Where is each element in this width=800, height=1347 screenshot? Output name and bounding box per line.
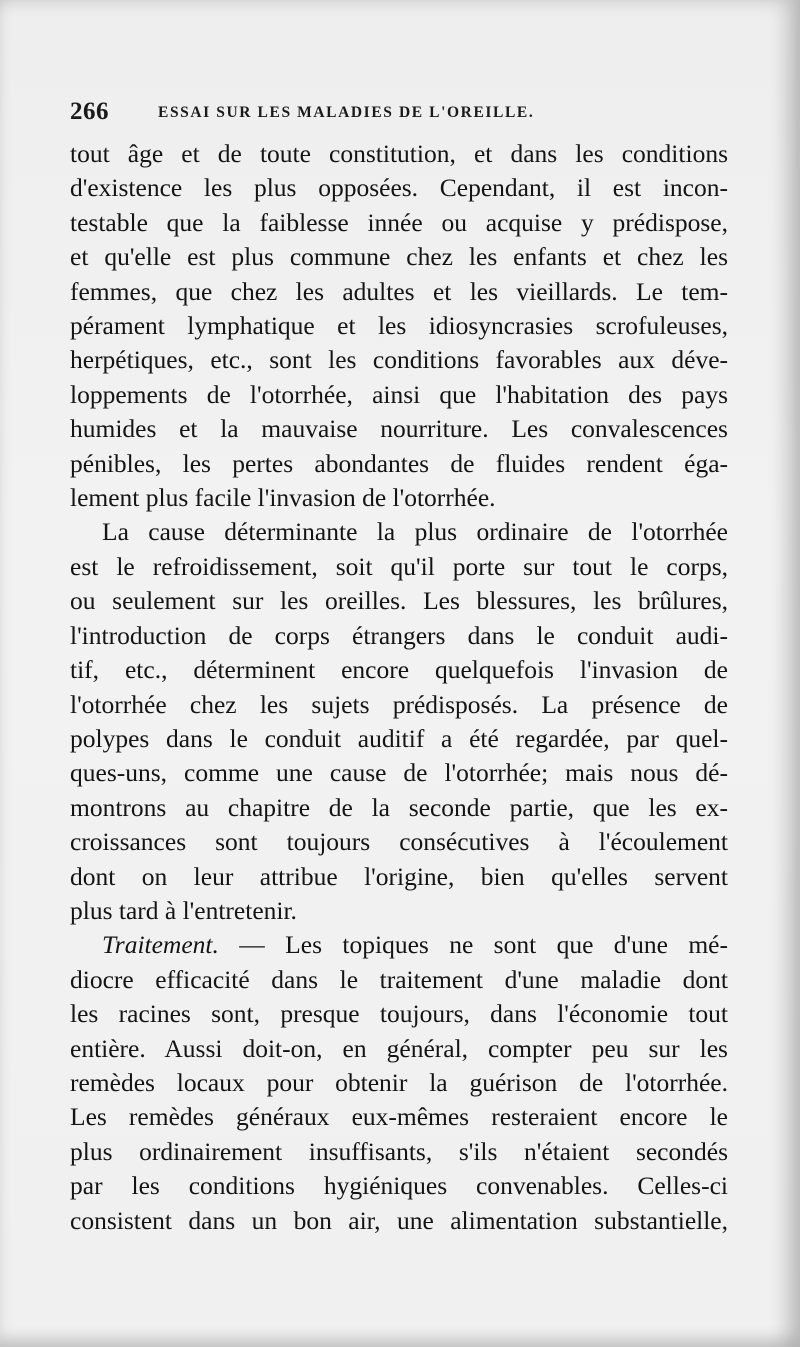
text-line: polypes dans le conduit auditif a été regardée, par quel- — [70, 723, 728, 753]
text-line: ou seulement sur les oreilles. Les blessures, les brûlures, — [70, 586, 728, 616]
text-line: Les remèdes généraux eux-mêmes resteraient encore le — [70, 1102, 728, 1132]
text-line: d'existence les plus opposées. Cependant, il est incon- — [70, 173, 728, 203]
text-line: consistent dans un bon air, une alimentation substantielle, — [70, 1205, 728, 1235]
paragraph-2 — [70, 515, 728, 928]
body-text — [70, 137, 728, 1238]
text-line: loppements de l'otorrhée, ainsi que l'habitation des pays — [70, 379, 728, 409]
text-line: plus ordinairement insuffisants, s'ils n'étaient secondés — [70, 1136, 728, 1166]
text-line: dont on leur attribue l'origine, bien qu'elles servent — [70, 861, 728, 891]
text-line: diocre efficacité dans le traitement d'une maladie dont — [70, 964, 728, 994]
text-line: pénibles, les pertes abondantes de fluides rendent éga- — [70, 448, 728, 478]
text-line: remèdes locaux pour obtenir la guérison de l'otorrhée. — [70, 1067, 728, 1097]
section-heading-italic: Traitement. — [102, 930, 219, 960]
text-line: tout âge et de toute constitution, et dans les conditions — [70, 139, 728, 168]
text-line: ques-uns, comme une cause de l'otorrhée; mais nous dé- — [70, 758, 728, 788]
text-line: entière. Aussi doit-on, en général, compter peu sur les — [70, 1033, 728, 1063]
text-line: montrons au chapitre de la seconde partie, que les ex- — [70, 792, 728, 822]
running-title: ESSAI SUR LES MALADIES DE L'OREILLE. — [158, 104, 535, 121]
text-line: croissances sont toujours consécutives à l'écoulement — [70, 827, 728, 857]
text-line: femmes, que chez les adultes et les vieillards. Le tem- — [70, 276, 728, 306]
text-line: les racines sont, presque toujours, dans l'économie tout — [70, 999, 728, 1029]
text-line: herpétiques, etc., sont les conditions favorables aux déve- — [70, 345, 728, 375]
text-line: plus tard à l'entretenir. — [70, 895, 297, 925]
text-run: — Les topiques ne sont que d'une mé- — [218, 930, 728, 960]
text-line — [70, 928, 728, 962]
text-line: humides et la mauvaise nourriture. Les convalescences — [70, 414, 728, 444]
text-line: lement plus facile l'invasion de l'otorrhée. — [70, 483, 496, 513]
text-line: testable que la faiblesse innée ou acquise y prédispose, — [70, 207, 728, 237]
page-header — [70, 98, 730, 132]
text-line: La cause déterminante la plus ordinaire de l'otorrhée — [102, 517, 728, 547]
text-line: l'otorrhée chez les sujets prédisposés. La présence de — [70, 689, 728, 719]
text-line: et qu'elle est plus commune chez les enfants et chez les — [70, 242, 728, 272]
text-line: par les conditions hygiéniques convenables. Celles-ci — [70, 1171, 728, 1201]
text-line: est le refroidissement, soit qu'il porte sur tout le corps, — [70, 551, 728, 581]
text-line: l'introduction de corps étrangers dans le conduit audi- — [70, 620, 728, 650]
paragraph-1 — [70, 137, 728, 515]
text-line: tif, etc., déterminent encore quelquefois l'invasion de — [70, 655, 728, 685]
paragraph-3 — [70, 928, 728, 1238]
text-line: pérament lymphatique et les idiosyncrasies scrofuleuses, — [70, 311, 728, 341]
page-number: 266 — [70, 98, 109, 125]
